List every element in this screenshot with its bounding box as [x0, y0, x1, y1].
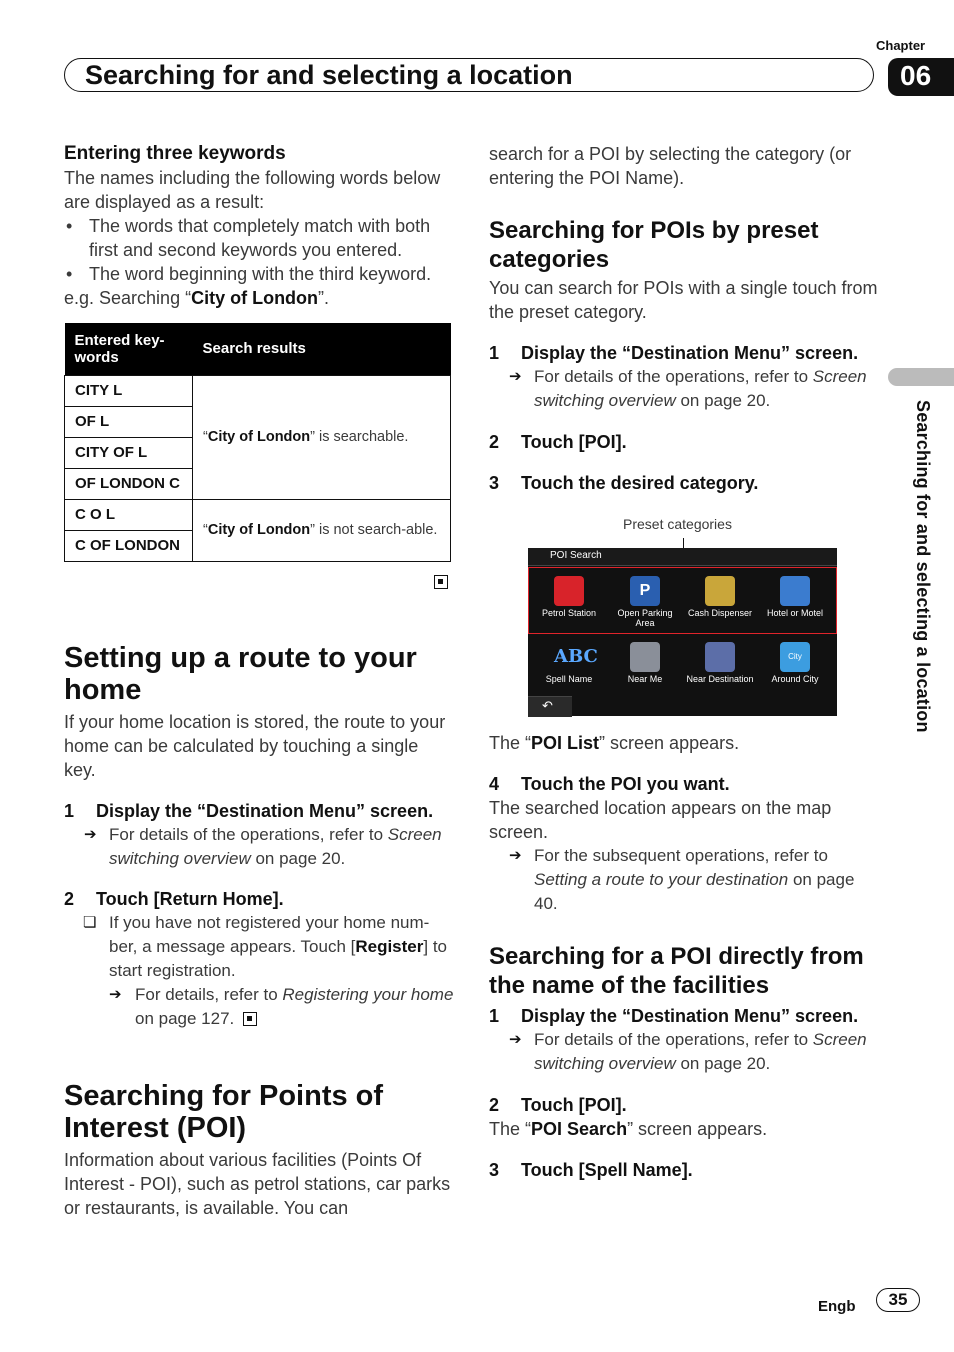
- near-me-icon: [630, 642, 660, 672]
- page-number-badge: [876, 1288, 920, 1312]
- keywords-intro: The names including the following words below are displayed as a result:: [64, 168, 441, 212]
- table-cell-keyword: CITY L: [65, 375, 193, 406]
- direct-step-2-text: The “POI Search” screen appears.: [489, 1119, 768, 1139]
- table-row: [65, 499, 451, 530]
- home-step-2: 2 Touch [Return Home].: [64, 889, 284, 909]
- bullet-icon: •: [66, 216, 73, 236]
- table-cell-result: “City of London” is not search-able.: [193, 499, 451, 561]
- home-step-1-note: ➔ For details of the operations, refer to Screen switching overview on page 20.: [84, 825, 442, 868]
- arrow-icon: ➔: [84, 826, 97, 843]
- abc-icon: ABC: [554, 646, 598, 667]
- table-header-row: [65, 323, 451, 375]
- cash-dispenser-button[interactable]: Cash Dispenser: [683, 568, 757, 640]
- poi-section-title: Searching for Points of Interest (POI): [64, 1080, 384, 1144]
- home-step-1: 1 Display the “Destination Menu” screen.: [64, 801, 434, 821]
- preset-step-4: 4 Touch the POI you want.: [489, 774, 730, 794]
- direct-step-2: 2 Touch [POI].: [489, 1095, 627, 1115]
- section-title: Searching for and selecting a location: [85, 60, 573, 90]
- table-cell-keyword: OF L: [65, 406, 193, 437]
- near-me-button[interactable]: Near Me: [608, 634, 682, 706]
- arrow-icon: ➔: [509, 1031, 522, 1048]
- keywords-bullet: • The word beginning with the third keyword.: [66, 264, 432, 284]
- city-sign-icon: City: [780, 642, 810, 672]
- preset-step-2: 2 Touch [POI].: [489, 432, 627, 452]
- direct-step-3: 3 Touch [Spell Name].: [489, 1160, 693, 1180]
- screen-title-bar: [528, 548, 837, 566]
- table-row: [65, 375, 451, 406]
- side-tab-text: Searching for and selecting a location: [913, 400, 933, 733]
- table-cell-keyword: C OF LONDON: [65, 530, 193, 561]
- arrow-icon: ➔: [509, 368, 522, 385]
- side-tab-marker: [888, 368, 954, 386]
- end-mark-icon: [434, 575, 448, 589]
- poi-list-text: The “POI List” screen appears.: [489, 733, 740, 753]
- keywords-example: e.g. Searching “City of London”.: [64, 288, 330, 308]
- back-button[interactable]: [528, 696, 572, 717]
- preset-categories-callout: Preset categories: [623, 516, 732, 532]
- keyword-table: [64, 323, 451, 562]
- section-title-bar: [64, 58, 874, 92]
- home-step-2-note: ❏ If you have not registered your home num-ber, a message appears. Touch [Register] to start registration.: [83, 913, 447, 980]
- direct-section-title: Searching for a POI directly from the name of the facilities: [489, 943, 864, 999]
- poi-intro-continued: search for a POI by selecting the category (or entering the POI Name).: [489, 144, 852, 188]
- poi-search-screenshot: [528, 548, 837, 716]
- table-cell-keyword: OF LONDON C: [65, 468, 193, 499]
- direct-step-1-note: ➔ For details of the operations, refer to Screen switching overview on page 20.: [509, 1030, 867, 1073]
- hotel-icon: [780, 576, 810, 606]
- home-step-2-subnote: ➔ For details, refer to Registering your home on page 127.: [109, 985, 454, 1028]
- preset-step-1: 1 Display the “Destination Menu” screen.: [489, 343, 859, 363]
- preset-step-4-note: ➔ For the subsequent operations, refer to Setting a route to your destination on page 40.: [509, 846, 855, 913]
- keywords-bullet: • The words that completely match with both first and second keywords you entered.: [66, 216, 431, 260]
- poi-intro: Information about various facilities (Points Of Interest - POI), such as petrol stations, car parks or restaurants, is available. You can: [64, 1150, 451, 1218]
- fuel-pump-icon: [554, 576, 584, 606]
- direct-step-1: 1 Display the “Destination Menu” screen.: [489, 1006, 859, 1026]
- around-city-button[interactable]: City Around City: [758, 634, 832, 706]
- preset-step-4-text: The searched location appears on the map screen.: [489, 798, 832, 842]
- bullet-icon: •: [66, 264, 73, 284]
- parking-icon: P: [630, 576, 660, 606]
- table-cell-result: “City of London” is searchable.: [193, 375, 451, 499]
- language-code: Engb: [818, 1298, 856, 1315]
- flag-icon: [705, 642, 735, 672]
- hotel-motel-button[interactable]: Hotel or Motel: [758, 568, 832, 640]
- chapter-number-badge: [888, 58, 954, 96]
- spell-name-button[interactable]: ABC Spell Name: [532, 634, 606, 706]
- preset-intro: You can search for POIs with a single touch from the preset category.: [489, 278, 878, 322]
- table-header-keywords: Entered key-words: [65, 323, 193, 375]
- atm-icon: [705, 576, 735, 606]
- preset-step-3: 3 Touch the desired category.: [489, 473, 759, 493]
- page-number: 35: [888, 1290, 908, 1309]
- table-cell-keyword: C O L: [65, 499, 193, 530]
- home-intro: If your home location is stored, the route to your home can be calculated by touching a single key.: [64, 712, 446, 780]
- table-cell-keyword: CITY OF L: [65, 437, 193, 468]
- petrol-station-button[interactable]: Petrol Station: [532, 568, 606, 640]
- open-parking-button[interactable]: P Open Parking Area: [608, 568, 682, 640]
- chapter-label: Chapter: [876, 38, 926, 53]
- table-header-results: Search results: [193, 323, 451, 375]
- home-section-title: Setting up a route to your home: [64, 642, 417, 706]
- near-destination-button[interactable]: Near Destination: [683, 634, 757, 706]
- screen-title: POI Search: [550, 550, 602, 561]
- preset-step-1-note: ➔ For details of the operations, refer to Screen switching overview on page 20.: [509, 367, 867, 410]
- arrow-icon: ➔: [509, 847, 522, 864]
- preset-section-title: Searching for POIs by preset categories: [489, 217, 819, 273]
- checkbox-icon: ❏: [83, 914, 97, 931]
- end-mark-icon: [243, 1012, 257, 1026]
- chapter-number: 06: [900, 60, 932, 91]
- arrow-icon: ➔: [109, 986, 122, 1003]
- back-icon: ↶: [542, 698, 553, 713]
- keywords-heading: Entering three keywords: [64, 143, 286, 164]
